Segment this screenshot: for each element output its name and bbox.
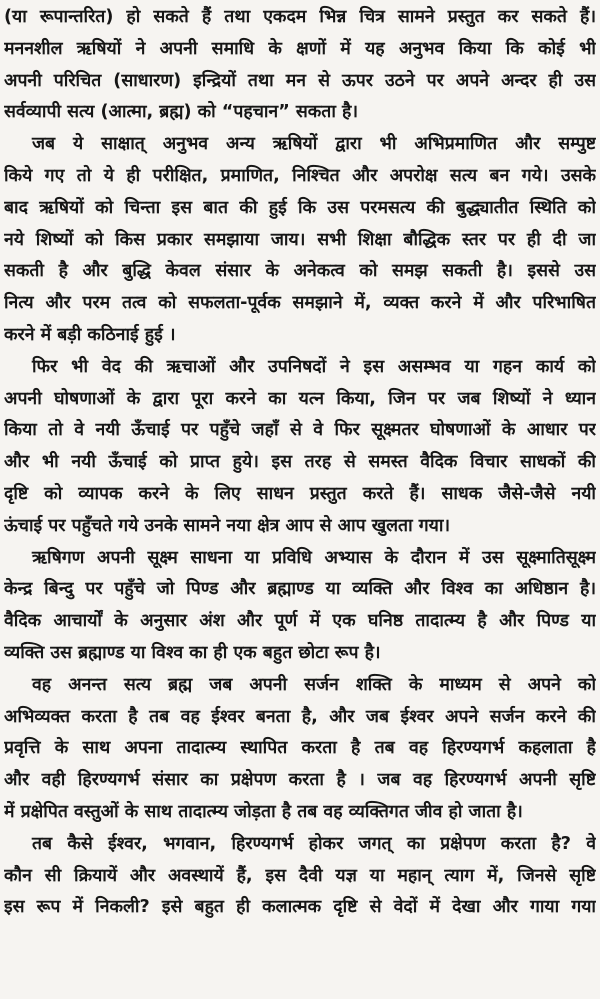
text-line: ऋषिगण अपनी सूक्ष्म साधना या प्रविधि अभ्यास के दौरान में उस सूक्ष्मातिसूक्ष्म	[32, 547, 596, 568]
paragraph-5	[4, 670, 596, 829]
text-line: किया तो वे नयी ऊँचाई पर पहुँचे जहाँ से वे फिर सूक्ष्मतर घोषणाओं के आधार पर	[4, 420, 596, 441]
text-line: अभिव्यक्त करता है तब वह ईश्वर बनता है, और जब ईश्वर अपने सर्जन करने की	[4, 706, 596, 727]
text-line: जब ये साक्षात् अनुभव अन्य ऋषियों द्वारा भी अभिप्रमाणित और सम्पुष्ट	[32, 134, 596, 155]
paragraph-4	[4, 543, 596, 670]
text-line: अपनी परिचित (साधारण) इन्द्रियों तथा मन से ऊपर उठने पर अपने अन्दर ही उस	[4, 70, 596, 91]
text-line: करने में बड़ी कठिनाई हुई ।	[4, 324, 176, 345]
text-line: इस रूप में निकली? इसे बहुत ही कलात्मक दृष्टि से वेदों में देखा और गाया गया	[4, 897, 596, 918]
text-line: और वही हिरण्यगर्भ संसार का प्रक्षेपण करता है । जब वह हिरण्यगर्भ अपनी सृष्टि	[4, 770, 596, 791]
paragraph-1	[4, 2, 596, 129]
text-line: बाद ऋषियों को चिन्ता इस बात की हुई कि उस परमसत्य की बुद्ध्यातीत स्थिति को	[4, 197, 596, 218]
paragraph-6	[4, 829, 596, 924]
text-line: (या रूपान्तरित) हो सकते हैं तथा एकदम भिन्न चित्र सामने प्रस्तुत कर सकते हैं।	[4, 7, 596, 27]
text-line: केन्द्र बिन्दु पर पहुँचे जो पिण्ड और ब्रह्माण्ड या व्यक्ति और विश्व का अधिष्ठान है।	[4, 579, 596, 600]
text-line: सर्वव्यापी सत्य (आत्मा, ब्रह्म) को “पहचान” सकता है।	[4, 102, 359, 123]
text-line: और भी नयी ऊँचाई को प्राप्त हुये। इस तरह से समस्त वैदिक विचार साधकों की	[4, 452, 596, 473]
text-line: कौन सी क्रियायें और अवस्थायें हैं, इस दैवी यज्ञ या महान् त्याग में, जिनसे सृष्टि	[4, 865, 596, 886]
text-line: सकती है और बुद्धि केवल संसार के अनेकत्व को समझ सकती है। इससे उस	[4, 261, 596, 282]
text-line: वैदिक आचार्यों के अनुसार अंश और पूर्ण में एक घनिष्ठ तादात्म्य है और पिण्ड या	[4, 611, 596, 632]
text-line: अपनी घोषणाओं के द्वारा पूरा करने का यत्न किया, जिन पर जब शिष्यों ने ध्यान	[4, 388, 596, 409]
text-line: ऊंचाई पर पहुँचते गये उनके सामने नया क्षेत्र आप से आप खुलता गया।	[4, 515, 451, 536]
text-line: किये गए तो ये ही परीक्षित, प्रमाणित, निश्चित और अपरोक्ष सत्य बन गये। उसके	[4, 165, 596, 186]
text-line: में प्रक्षेपित वस्तुओं के साथ तादात्म्य जोड़ता है तब वह व्यक्तिगत जीव हो जाता है।	[4, 801, 523, 822]
paragraph-3	[4, 352, 596, 543]
text-line: व्यक्ति उस ब्रह्माण्ड या विश्व का ही एक बहुत छोटा रूप है।	[4, 642, 381, 663]
text-line: प्रवृत्ति के साथ अपना तादात्म्य स्थापित करता है तब वह हिरण्यगर्भ कहलाता है	[4, 738, 596, 759]
text-line: फिर भी वेद की ऋचाओं और उपनिषदों ने इस असम्भव या गहन कार्य को	[32, 356, 596, 377]
text-line: नित्य और परम तत्व को सफलता-पूर्वक समझाने में, व्यक्त करने में और परिभाषित	[4, 293, 596, 314]
text-line: नये शिष्यों को किस प्रकार समझाया जाय। सभी शिक्षा बौद्धिक स्तर पर ही दी जा	[4, 229, 596, 250]
text-line: दृष्टि को व्यापक करने के लिए साधन प्रस्तुत करते हैं। साधक जैसे-जैसे नयी	[4, 483, 596, 504]
text-line: वह अनन्त सत्य ब्रह्म जब अपनी सर्जन शक्ति के माध्यम से अपने को	[32, 674, 596, 695]
paragraph-2	[4, 129, 596, 352]
text-line: तब कैसे ईश्वर, भगवान, हिरण्यगर्भ होकर जगत् का प्रक्षेपण करता है? वे	[32, 833, 596, 854]
text-line: मननशील ऋषियों ने अपनी समाधि के क्षणों में यह अनुभव किया कि कोई भी	[4, 38, 596, 59]
